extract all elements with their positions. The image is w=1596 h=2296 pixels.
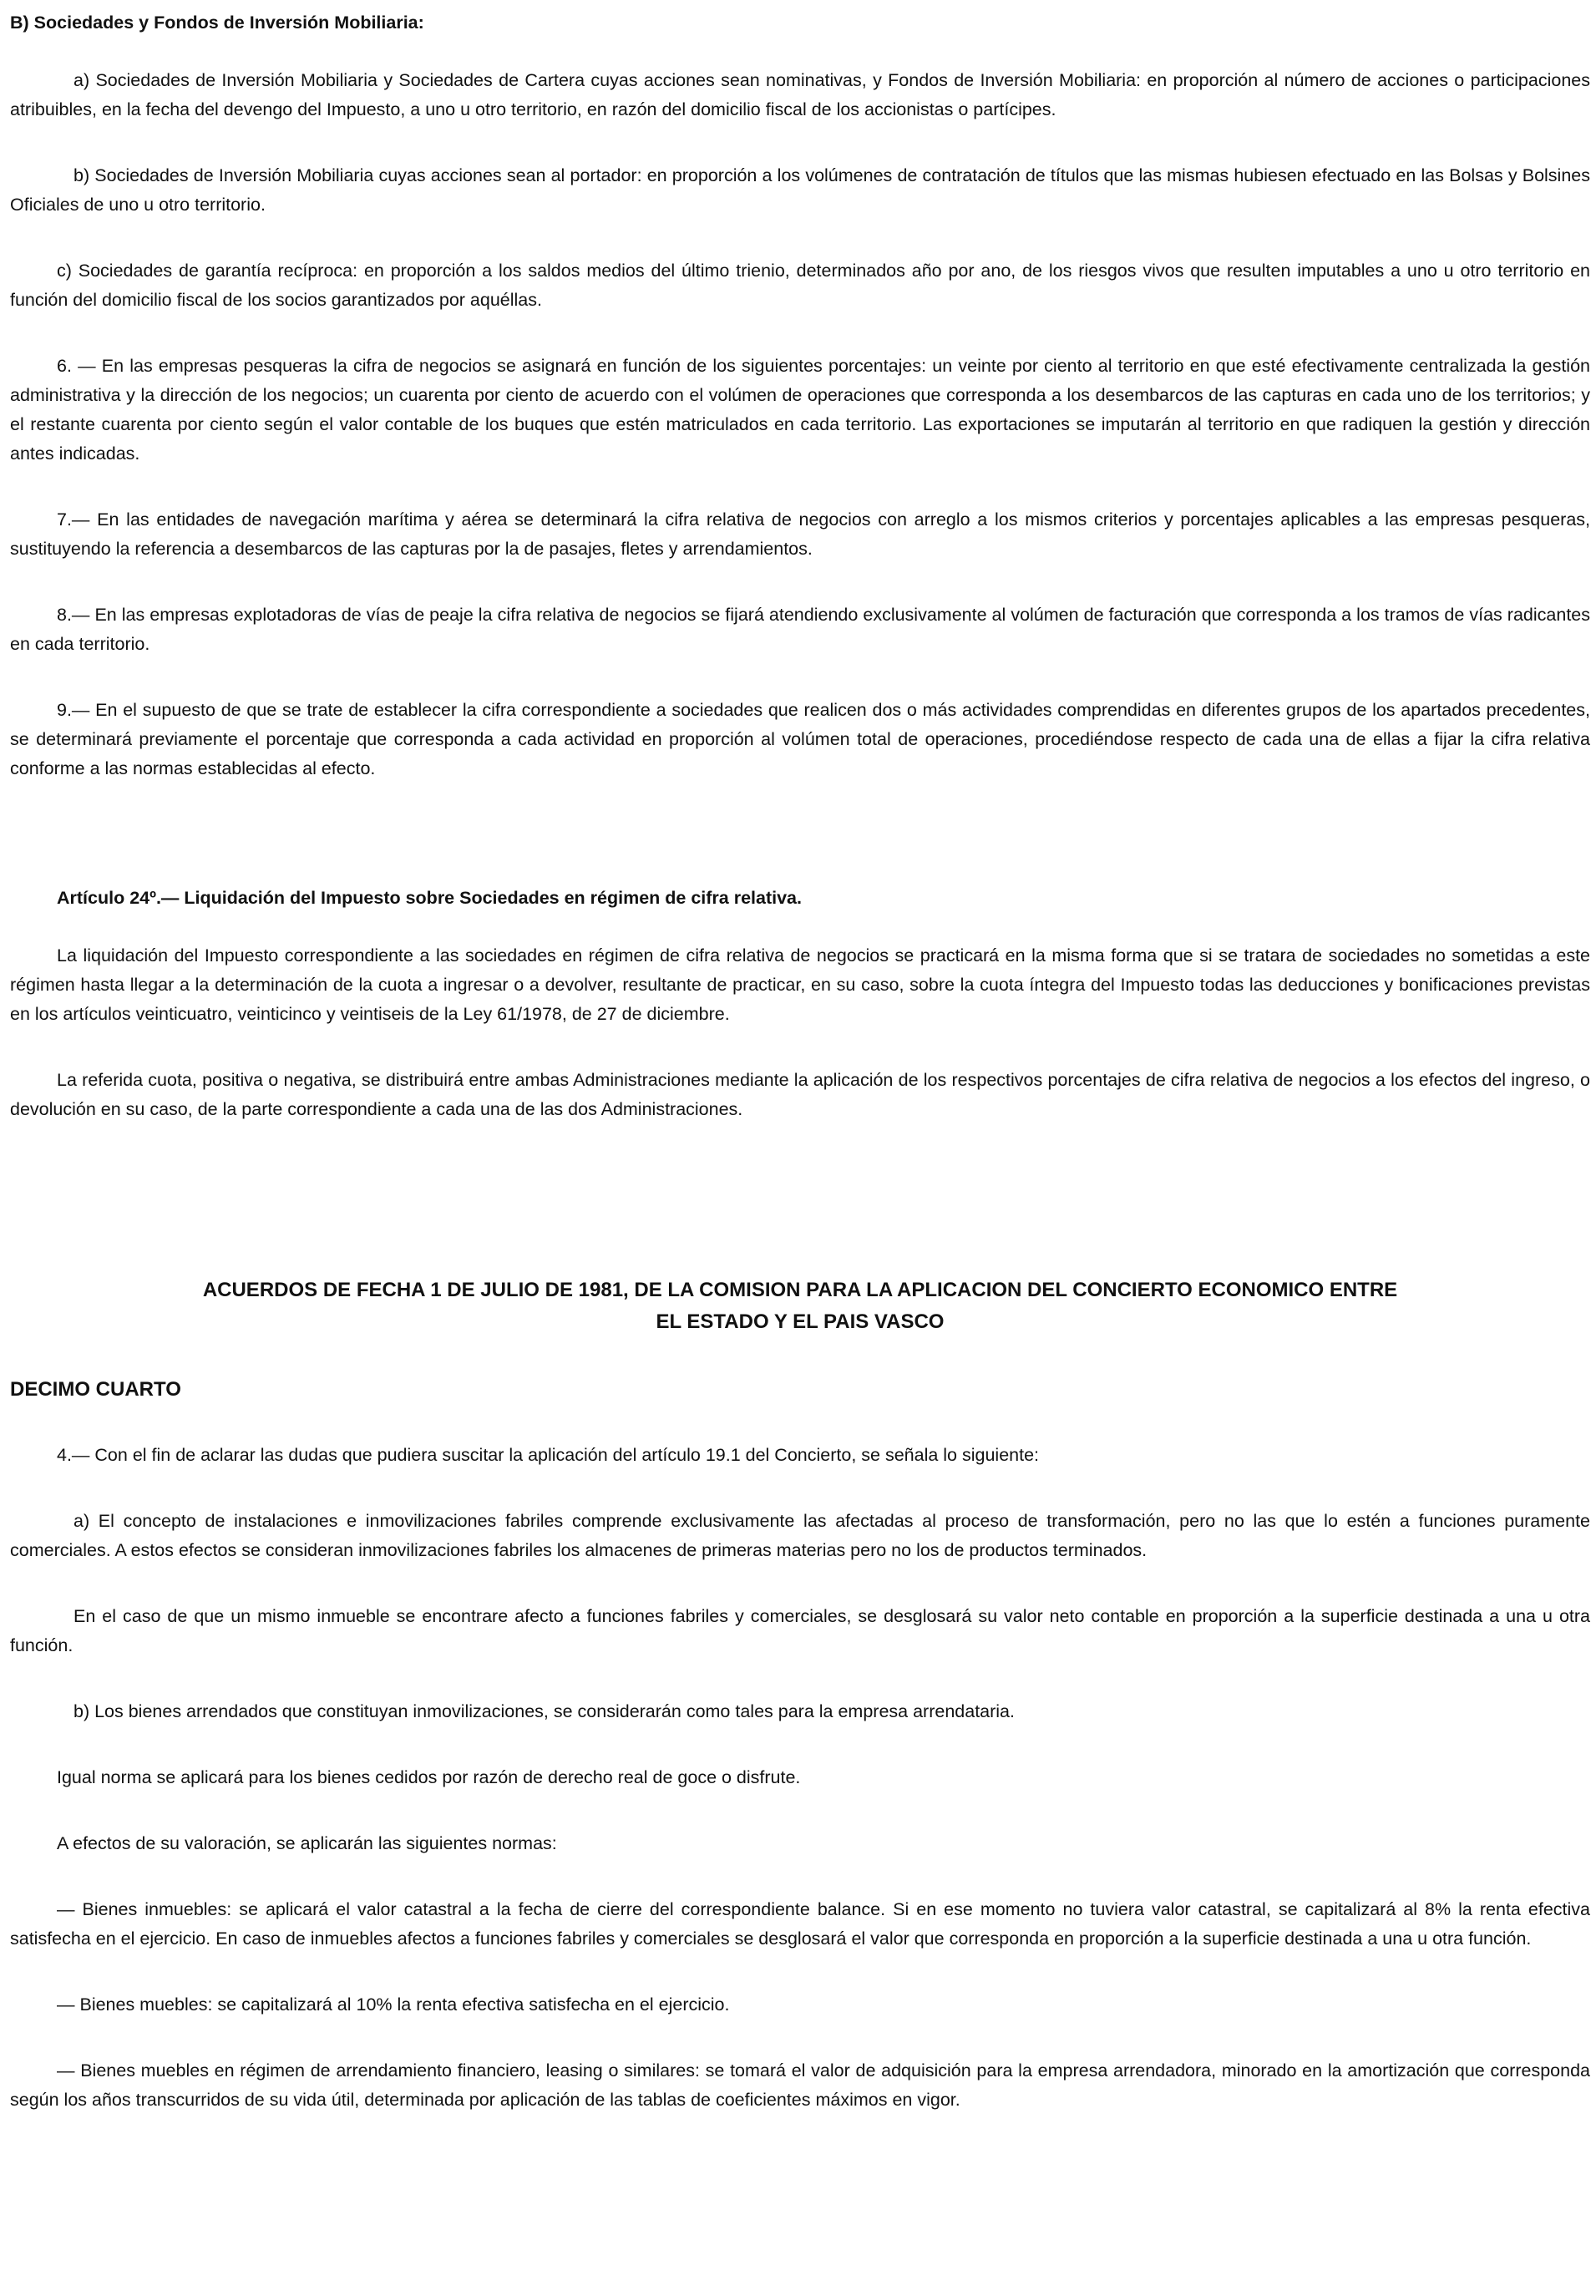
paragraph-dc-a2: En el caso de que un mismo inmueble se encontrare afecto a funciones fabriles y comerciales, se desglosará su valor neto contable en proporción a la superficie destinada a una u otra función. [10, 1606, 1590, 1655]
document-page [10, 8, 1590, 2115]
paragraph-24-2: La referida cuota, positiva o negativa, se distribuirá entre ambas Administraciones mediante la aplicación de los respectivos porcentajes de cifra relativa de negocios a los efectos del ingreso, o devolución en su caso, de la parte correspondiente a cada una de las dos Administraciones. [10, 1070, 1590, 1119]
paragraph-dc-b: b) Los bienes arrendados que constituyan inmovilizaciones, se considerarán como tales para la empresa arrendataria. [73, 1701, 1015, 1721]
paragraph-8: 8.— En las empresas explotadoras de vías de peaje la cifra relativa de negocios se fijará atendiendo exclusivamente al volúmen de facturación que corresponda a los tramos de vías radicantes en cada territorio. [10, 605, 1590, 654]
paragraph-24-1: La liquidación del Impuesto correspondiente a las sociedades en régimen de cifra relativa de negocios se practicará en la misma forma que si se tratara de sociedades no sometidas a este régimen hasta llegar a la determinación de la cuota a ingresar o a devolver, resultante de practicar, en su caso, sobre la cuota íntegra del Impuesto todas las deducciones y bonificaciones previstas en los artículos veinticuatro, veinticinco y veintiseis de la Ley 61/1978, de 27 de diciembre. [10, 945, 1590, 1024]
paragraph-dc-muebles: — Bienes muebles: se capitalizará al 10% la renta efectiva satisfecha en el ejercicio. [57, 1994, 730, 2015]
paragraph-dc-b2: Igual norma se aplicará para los bienes cedidos por razón de derecho real de goce o disfrute. [57, 1767, 801, 1787]
paragraph-b-b: b) Sociedades de Inversión Mobiliaria cuyas acciones sean al portador: en proporción a los volúmenes de contratación de títulos que las mismas hubiesen efectuado en las Bolsas y Bolsines Oficiales de uno u otro territorio. [10, 165, 1590, 215]
paragraph-dc-leasing: — Bienes muebles en régimen de arrendamiento financiero, leasing o similares: se tomará el valor de adquisición para la empresa arrendadora, minorado en la amortización que corresponda según los años transcurridos de su vida útil, determinada por aplicación de las tablas de coeficientes máximos en vigor. [10, 2060, 1590, 2110]
main-heading [10, 1275, 1590, 1338]
paragraph-dc-a: a) El concepto de instalaciones e inmovilizaciones fabriles comprende exclusivamente las afectadas al proceso de transformación, pero no las que lo estén a funciones puramente comerciales. A estos efectos se consideran inmovilizaciones fabriles los almacenes de primeras materias pero no los de productos terminados. [10, 1511, 1590, 1560]
paragraph-b-c: c) Sociedades de garantía recíproca: en proporción a los saldos medios del último trienio, determinados año por ano, de los riesgos vivos que resulten imputables a uno u otro territorio en función del domicilio fiscal de los socios garantizados por aquéllas. [10, 261, 1590, 310]
paragraph-6: 6. — En las empresas pesqueras la cifra de negocios se asignará en función de los siguientes porcentajes: un veinte por ciento al territorio en que esté efectivamente centralizada la gestión administrativa y la dirección de los negocios; un cuarenta por ciento de acuerdo con el volúmen de operaciones que corresponda a los desembarcos de las capturas en cada uno de los territorios; y el restante cuarenta por ciento según el valor contable de los buques que estén matriculados en cada territorio. Las exportaciones se imputarán al territorio en que radiquen la gestión y dirección antes indicadas. [10, 356, 1590, 464]
paragraph-dc-inmuebles: — Bienes inmuebles: se aplicará el valor catastral a la fecha de cierre del correspondiente balance. Si en ese momento no tuviera valor catastral, se capitalizará al 8% la renta efectiva satisfecha en el ejercicio. En caso de inmuebles afectos a funciones fabriles y comerciales se desglosará el valor que corresponda en proporción a la superficie destinada a una u otra función. [10, 1899, 1590, 1949]
paragraph-7: 7.— En las entidades de navegación marítima y aérea se determinará la cifra relativa de negocios con arreglo a los mismos criterios y porcentajes aplicables a las empresas pesqueras, sustituyendo la referencia a desembarcos de las capturas por la de pasajes, fletes y arrendamientos. [10, 509, 1590, 559]
section-b-title: B) Sociedades y Fondos de Inversión Mobiliaria: [10, 13, 424, 33]
main-heading-line1: ACUERDOS DE FECHA 1 DE JULIO DE 1981, DE LA COMISION PARA LA APLICACION DEL CONCIERTO ECONOMICO ENTRE [202, 1279, 1398, 1301]
article-24-title: Artículo 24º.— Liquidación del Impuesto sobre Sociedades en régimen de cifra relativa. [57, 888, 802, 908]
paragraph-dc-4: 4.— Con el fin de aclarar las dudas que pudiera suscitar la aplicación del artículo 19.1 del Concierto, se señala lo siguiente: [57, 1445, 1040, 1465]
paragraph-9: 9.— En el supuesto de que se trate de establecer la cifra correspondiente a sociedades que realicen dos o más actividades comprendidas en diferentes grupos de los apartados precedentes, se determinará previamente el porcentaje que corresponda a cada actividad en proporción al volúmen total de operaciones, procediéndose respecto de cada una de ellas a fijar la cifra relativa conforme a las normas establecidas al efecto. [10, 700, 1590, 778]
main-heading-line2: EL ESTADO Y EL PAIS VASCO [656, 1310, 945, 1333]
paragraph-dc-b3: A efectos de su valoración, se aplicarán las siguientes normas: [57, 1833, 557, 1853]
sub-heading: DECIMO CUARTO [10, 1378, 181, 1401]
paragraph-b-a: a) Sociedades de Inversión Mobiliaria y Sociedades de Cartera cuyas acciones sean nominativas, y Fondos de Inversión Mobiliaria: en proporción al número de acciones o participaciones atribuibles, en la fecha del devengo del Impuesto, a uno u otro territorio, en razón del domicilio fiscal de los accionistas o partícipes. [10, 70, 1590, 119]
